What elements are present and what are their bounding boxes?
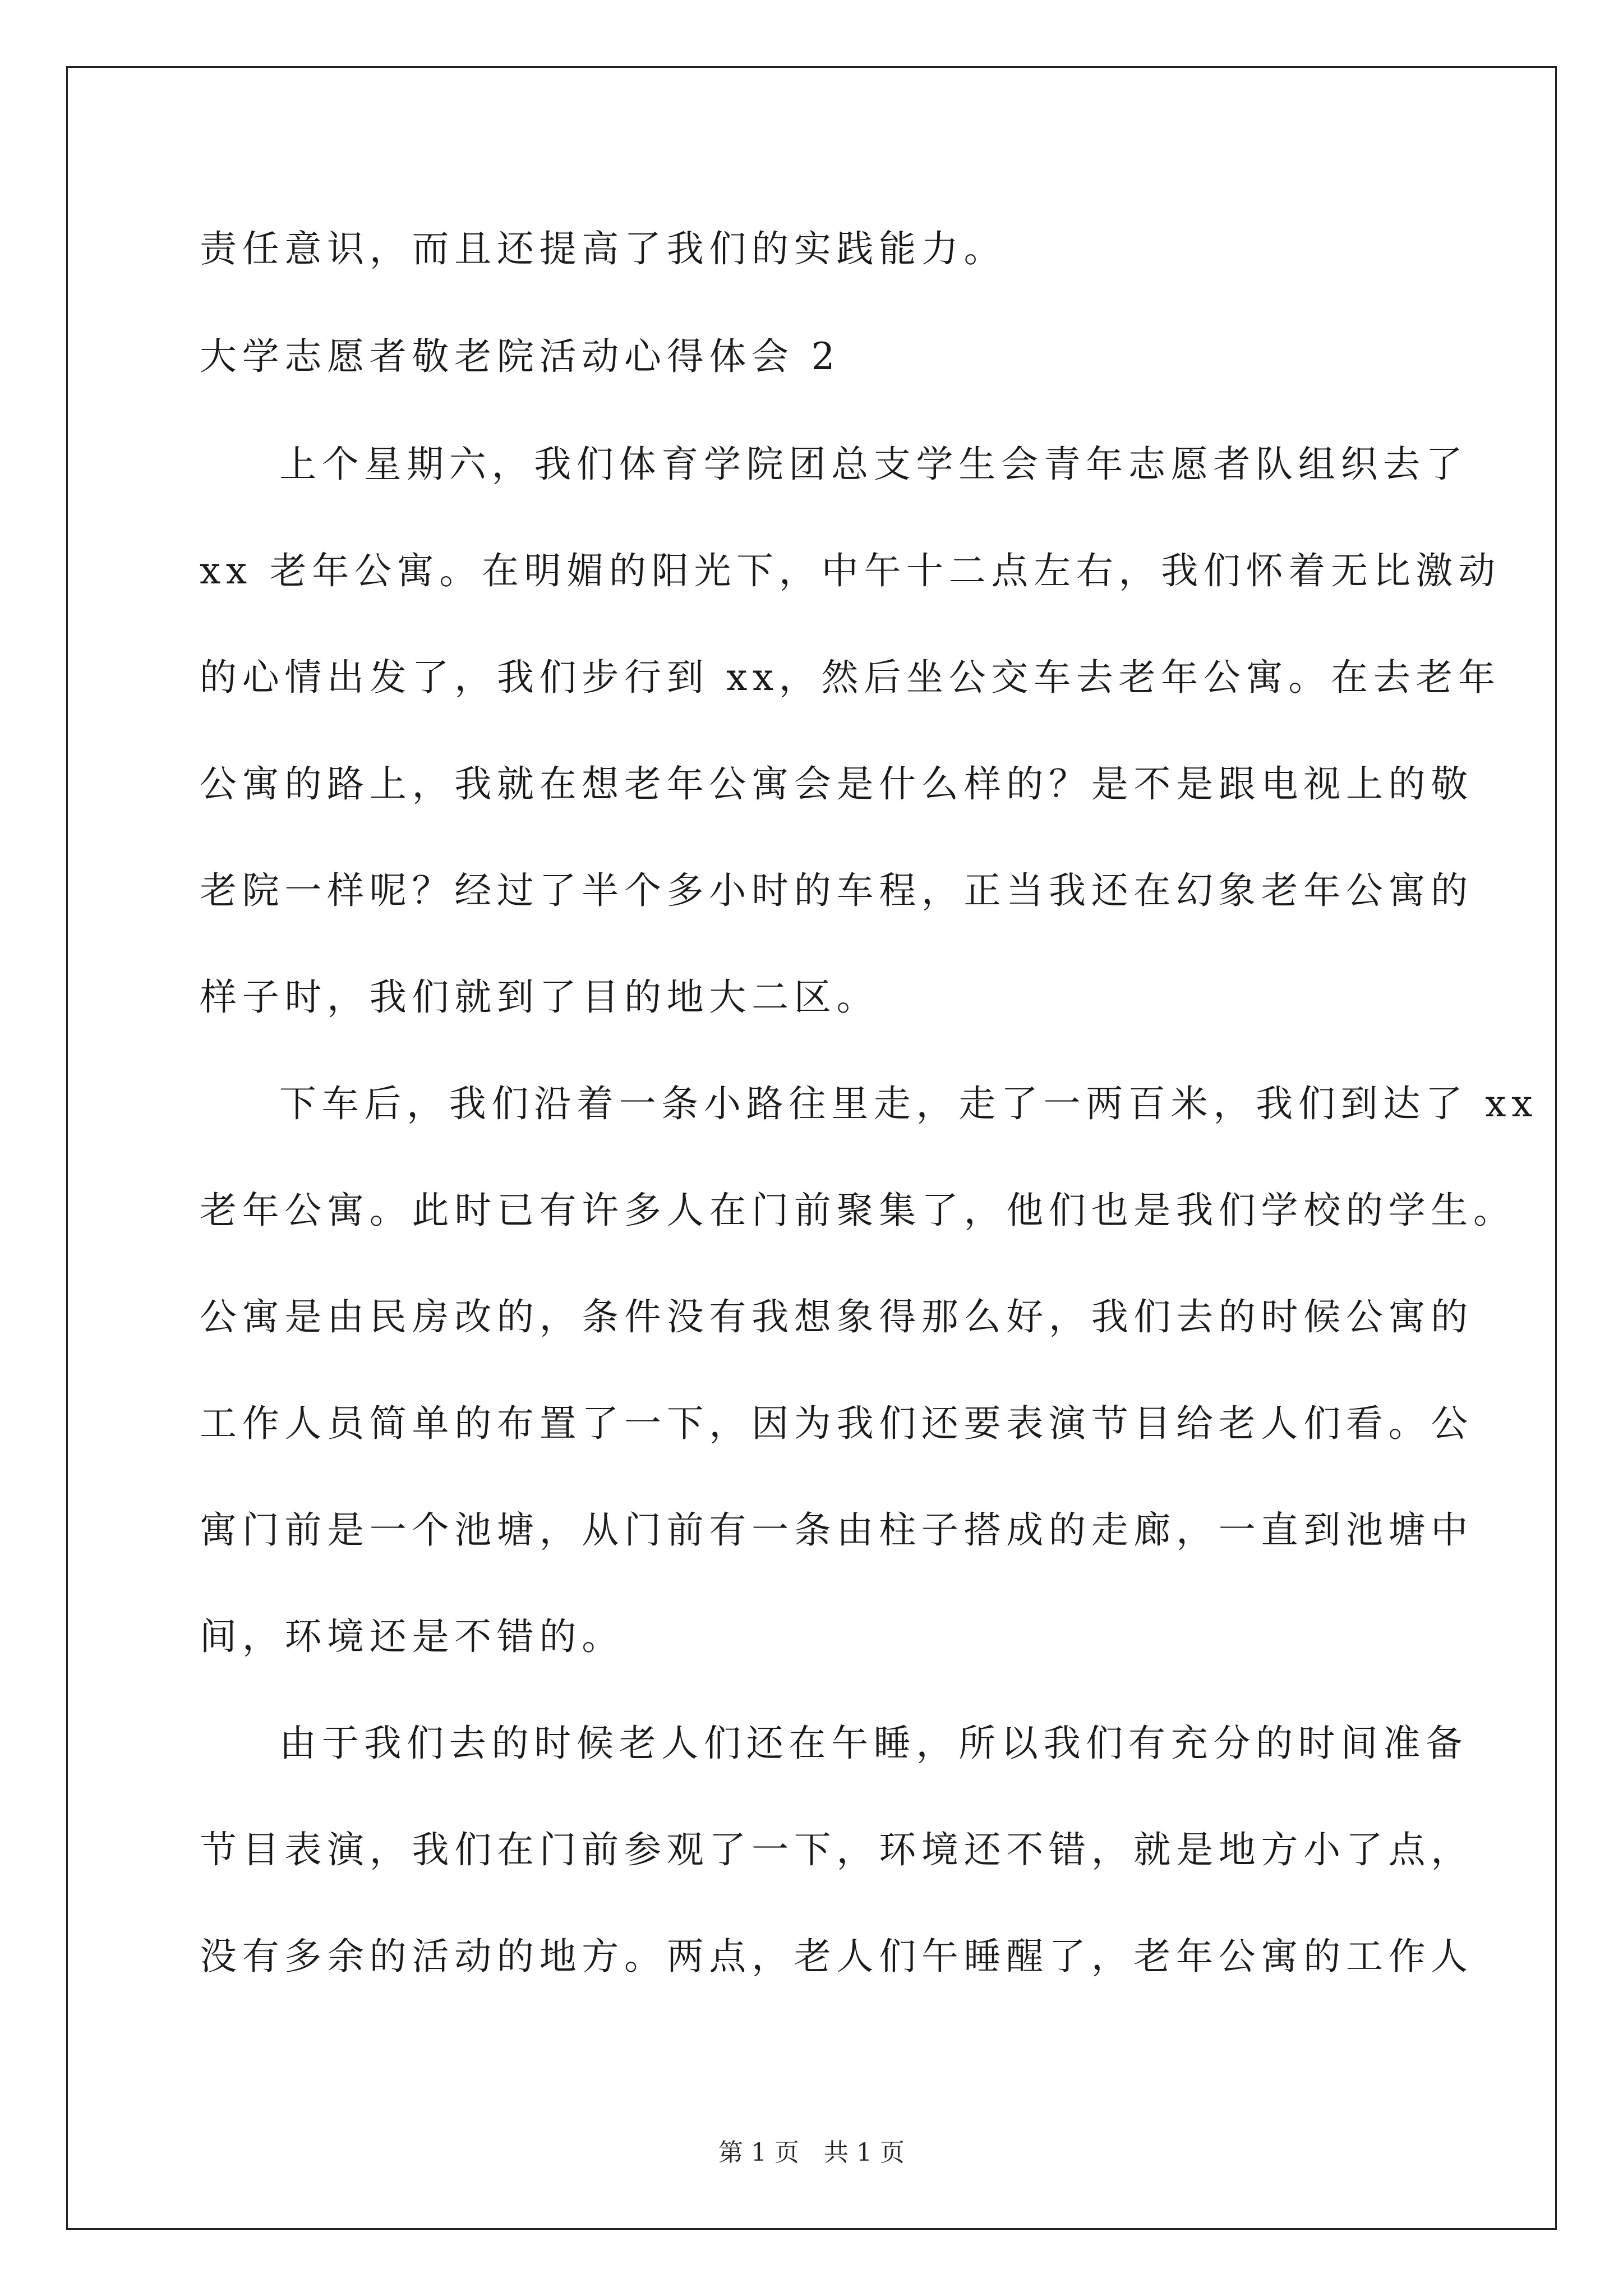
page-border: [66, 66, 1557, 2230]
text-line: 间，环境还是不错的。: [200, 1615, 624, 1658]
text-line: 公寓的路上，我就在想老年公寓会是什么样的？是不是跟电视上的敬: [200, 762, 1473, 806]
paragraph-first-line: 由于我们去的时候老人们还在午睡，所以我们有充分的时间准备: [279, 1722, 1468, 1765]
text-line: 节目表演，我们在门前参观了一下，环境还不错，就是地方小了点，: [200, 1828, 1473, 1871]
text-line: 老院一样呢？经过了半个多小时的车程，正当我还在幻象老年公寓的: [200, 869, 1473, 912]
text-line: 样子时，我们就到了目的地大二区。: [200, 976, 879, 1019]
text-line: 公寓是由民房改的，条件没有我想象得那么好，我们去的时候公寓的: [200, 1295, 1473, 1338]
text-line: 老年公寓。此时已有许多人在门前聚集了，他们也是我们学校的学生。: [200, 1189, 1516, 1232]
text-line: 责任意识，而且还提高了我们的实践能力。: [200, 227, 1007, 270]
page-footer: 第 1 页 共 1 页: [718, 2138, 905, 2167]
paragraph-first-line: 上个星期六，我们体育学院团总支学生会青年志愿者队组织去了: [279, 443, 1468, 486]
paragraph-first-line: 下车后，我们沿着一条小路往里走，走了一两百米，我们到达了 xx: [279, 1082, 1538, 1125]
text-line: xx 老年公寓。在明媚的阳光下，中午十二点左右，我们怀着无比激动: [200, 549, 1501, 592]
text-line: 没有多余的活动的地方。两点，老人们午睡醒了，老年公寓的工作人: [200, 1935, 1473, 1978]
text-line: 寓门前是一个池塘，从门前有一条由柱子搭成的走廊，一直到池塘中: [200, 1508, 1473, 1552]
text-line: 工作人员简单的布置了一下，因为我们还要表演节目给老人们看。公: [200, 1402, 1473, 1445]
text-line: 的心情出发了，我们步行到 xx，然后坐公交车去老年公寓。在去老年: [200, 656, 1501, 699]
section-heading: 大学志愿者敬老院活动心得体会 2: [200, 335, 841, 378]
